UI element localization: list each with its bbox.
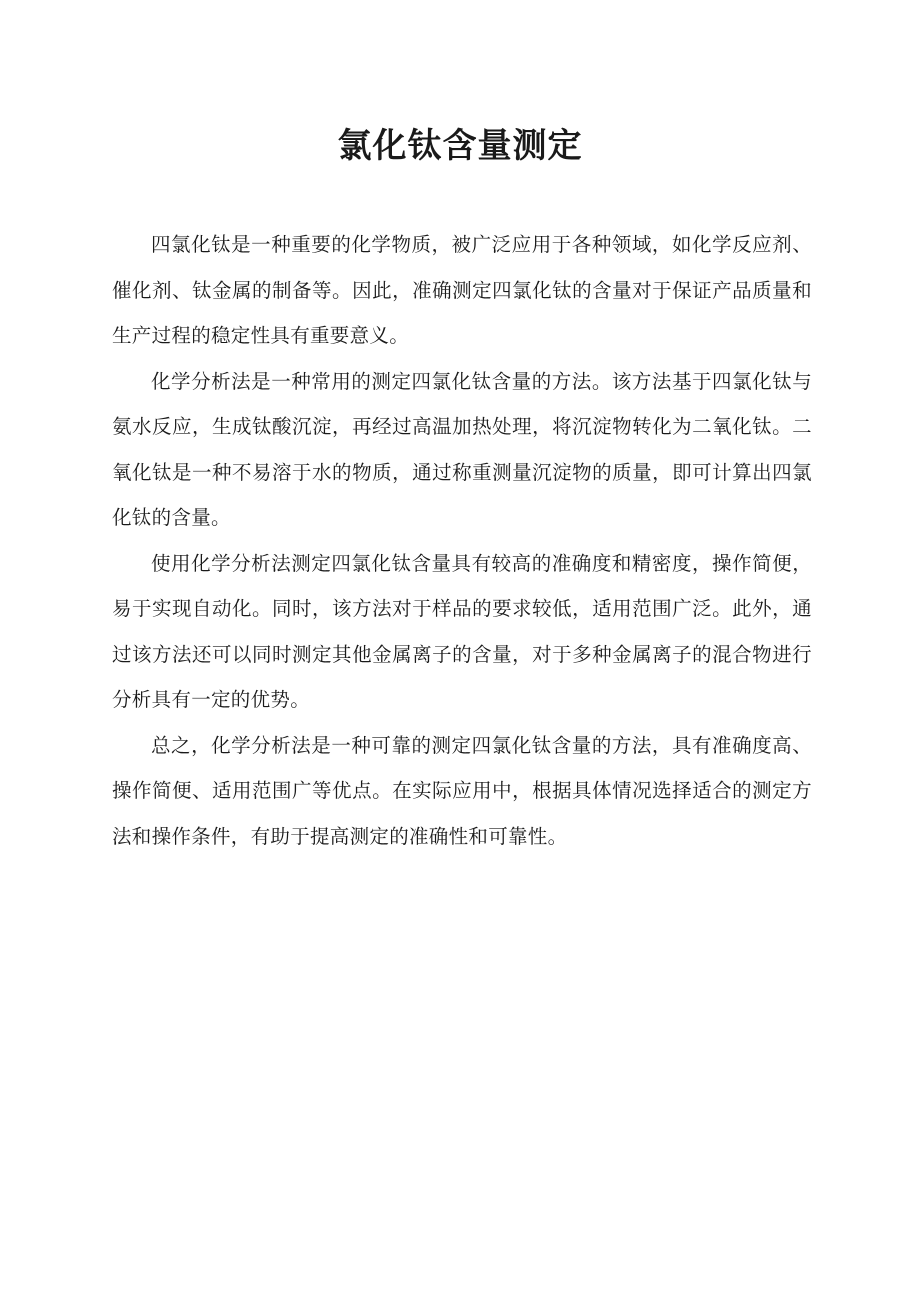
paragraph-intro: 四氯化钛是一种重要的化学物质，被广泛应用于各种领域，如化学反应剂、催化剂、钛金属的制备等。因此，准确测定四氯化钛的含量对于保证产品质量和生产过程的稳定性具有重要意义。 — [112, 233, 812, 347]
document-title: 氯化钛含量测定 — [337, 126, 583, 166]
paragraph-method: 化学分析法是一种常用的测定四氯化钛含量的方法。该方法基于四氯化钛与氨水反应，生成钛酸沉淀，再经过高温加热处理，将沉淀物转化为二氧化钛。二氧化钛是一种不易溶于水的物质，通过称重测量沉淀物的质量，即可计算出四氯化钛的含量。 — [112, 369, 812, 529]
document-body — [112, 222, 812, 859]
paragraph-conclusion: 总之，化学分析法是一种可靠的测定四氯化钛含量的方法，具有准确度高、操作简便、适用范围广等优点。在实际应用中，根据具体情况选择适合的测定方法和操作条件，有助于提高测定的准确性和可靠性。 — [112, 733, 812, 848]
paragraph-advantages: 使用化学分析法测定四氯化钛含量具有较高的准确度和精密度，操作简便，易于实现自动化。同时，该方法对于样品的要求较低，适用范围广泛。此外，通过该方法还可以同时测定其他金属离子的含量，对于多种金属离子的混合物进行分析具有一定的优势。 — [112, 551, 812, 711]
